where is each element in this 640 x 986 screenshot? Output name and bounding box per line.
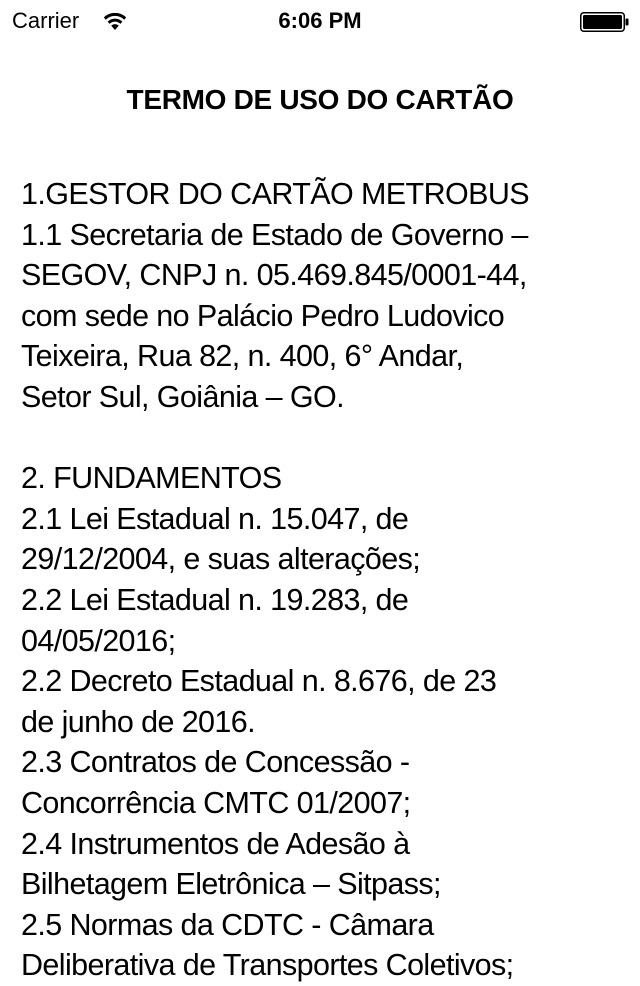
carrier-label: Carrier	[12, 8, 80, 33]
terms-line: 2.1 Lei Estadual n. 15.047, de	[21, 501, 409, 536]
terms-line: Teixeira, Rua 82, n. 400, 6° Andar,	[21, 339, 464, 374]
terms-line: 2.4 Instrumentos de Adesão à	[21, 826, 410, 861]
status-bar	[0, 0, 640, 40]
terms-line: SEGOV, CNPJ n. 05.469.845/0001-44,	[21, 258, 527, 293]
terms-line: 29/12/2004, e suas alterações;	[21, 542, 421, 577]
terms-line: Bilhetagem Eletrônica – Sitpass;	[21, 867, 441, 902]
terms-line: 04/05/2016;	[21, 623, 176, 658]
terms-line: 2.5 Normas da CDTC - Câmara	[21, 907, 434, 942]
terms-line: Setor Sul, Goiânia – GO.	[21, 379, 344, 414]
terms-line: 1.1 Secretaria de Estado de Governo –	[21, 217, 528, 252]
terms-line: com sede no Palácio Pedro Ludovico	[21, 298, 505, 333]
terms-line: Deliberativa de Transportes Coletivos;	[21, 948, 514, 983]
terms-text	[21, 174, 621, 986]
terms-line: de junho de 2016.	[21, 704, 256, 739]
page-title: TERMO DE USO DO CARTÃO	[126, 84, 514, 115]
terms-line: 2.3 Contratos de Concessão -	[21, 745, 410, 780]
status-time: 6:06 PM	[278, 8, 362, 33]
terms-line: 2.2 Decreto Estadual n. 8.676, de 23	[21, 664, 497, 699]
terms-line: 2. FUNDAMENTOS	[21, 461, 282, 496]
terms-line: 2.2 Lei Estadual n. 19.283, de	[21, 582, 409, 617]
battery-icon	[580, 12, 630, 32]
terms-scroll-view[interactable]	[0, 40, 640, 983]
terms-line: Concorrência CMTC 01/2007;	[21, 785, 411, 820]
terms-line: 1.GESTOR DO CARTÃO METROBUS	[21, 177, 530, 211]
terms-line	[21, 418, 621, 459]
